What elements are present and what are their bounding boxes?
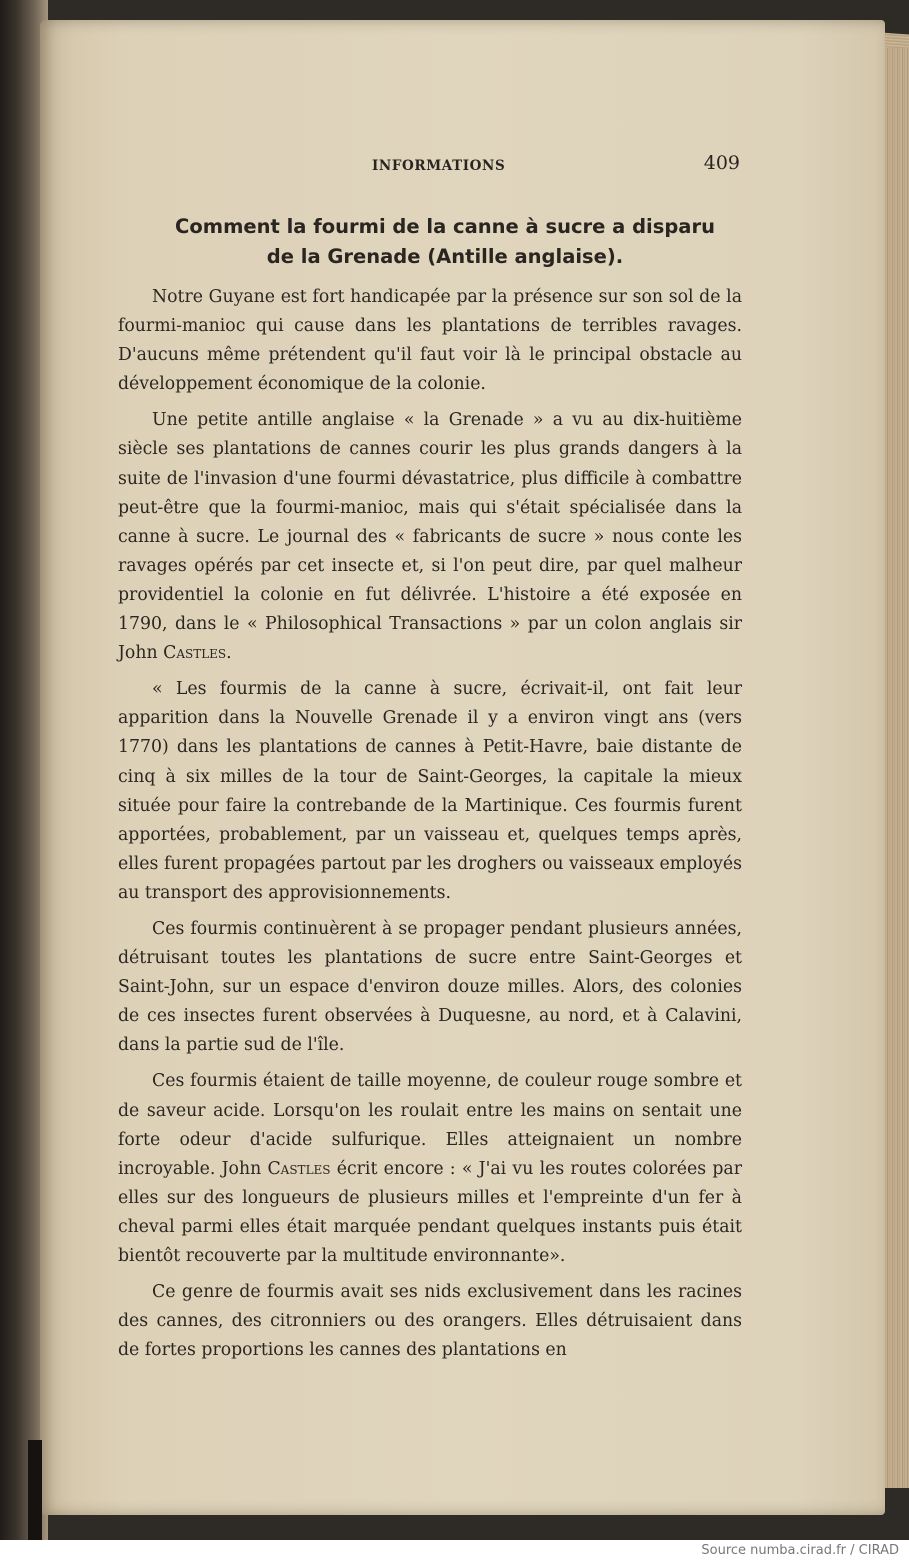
paragraph-5-text: Ces fourmis étaient de taille moyenne, de couleur rouge sombre et de saveur acide. Lorsqu'on les roulait entre les mains on sentait une forte odeur d'acide sulfurique. Elles atteignaient un nombre incroyable. John: [118, 1071, 742, 1179]
article-title-line-1: Comment la fourmi de la canne à sucre a disparu: [175, 215, 715, 238]
paragraph-4: Ces fourmis continuèrent à se propager pendant plusieurs années, détruisant toutes les plantations de sucre entre Saint-Georges et Saint-John, sur un espace d'environ douze milles. Alors, des colonies de ces insectes furent observées à Duquesne, au nord, et à Calavini, dans la partie sud de l'île.: [118, 918, 742, 1056]
page-header: [160, 154, 740, 180]
paragraph-5-end: écrit encore : « J'ai vu les routes colorées par elles sur des longueurs de plusieurs milles et l'empreinte d'un fer à cheval parmi elles était marquée pendant quelques instants puis était bientôt recouverte par la multitude environnante».: [118, 1158, 742, 1266]
paragraph-2-text: Une petite antille anglaise « la Grenade » a vu au dix-huitième siècle ses plantations de cannes courir les plus grands dangers à la suite de l'invasion d'une fourmi dévastatrice, plus difficile à combattre peut-être que la fourmi-manioc, mais qui s'était spécialisée dans la canne à sucre. Le journal des « fabricants de sucre » nous conte les ravages opérés par cet insecte et, si l'on peut dire, par quel malheur providentiel la colonie en fut délivrée. L'histoire a été exposée en 1790, dans le « Philosophical Transactions » par un colon anglais sir John: [118, 410, 742, 664]
author-name: Castles: [163, 643, 227, 664]
page-number: 409: [703, 152, 740, 174]
paragraph-1: Notre Guyane est fort handicapée par la présence sur son sol de la fourmi-manioc qui cause dans les plantations de terribles ravages. D'aucuns même prétendent qu'il faut voir là le principal obstacle au développement économique de la colonie.: [118, 287, 742, 395]
running-head: INFORMATIONS: [372, 158, 506, 174]
paragraph-2: [118, 406, 742, 668]
paragraph-6: Ce genre de fourmis avait ses nids exclusivement dans les racines des cannes, des citronniers ou des orangers. Elles détruisaient dans de fortes proportions les cannes des plantations en: [118, 1282, 742, 1361]
paragraph-3: « Les fourmis de la canne à sucre, écrivait-il, ont fait leur apparition dans la Nouvelle Grenade il y a environ vingt ans (vers 1770) dans les plantations de cannes à Petit-Havre, baie distante de cinq à six milles de la tour de Saint-Georges, la capitale la mieux située pour faire la contrebande de la Martinique. Ces fourmis furent apportées, probablement, par un vaisseau et, quelques temps après, elles furent propagées partout par les droghers ou vaisseaux employés au transport des approvisionnements.: [118, 679, 742, 903]
article-body: [118, 283, 742, 1372]
author-name: Castles: [267, 1158, 331, 1179]
paragraph-5: [118, 1067, 742, 1271]
source-credit: Source numba.cirad.fr / CIRAD: [701, 1543, 899, 1558]
bookmark-ribbon: [28, 1440, 42, 1540]
paragraph-2-end: .: [226, 643, 232, 664]
article-title: [130, 212, 760, 272]
article-title-line-2: de la Grenade (Antille anglaise).: [266, 245, 624, 268]
